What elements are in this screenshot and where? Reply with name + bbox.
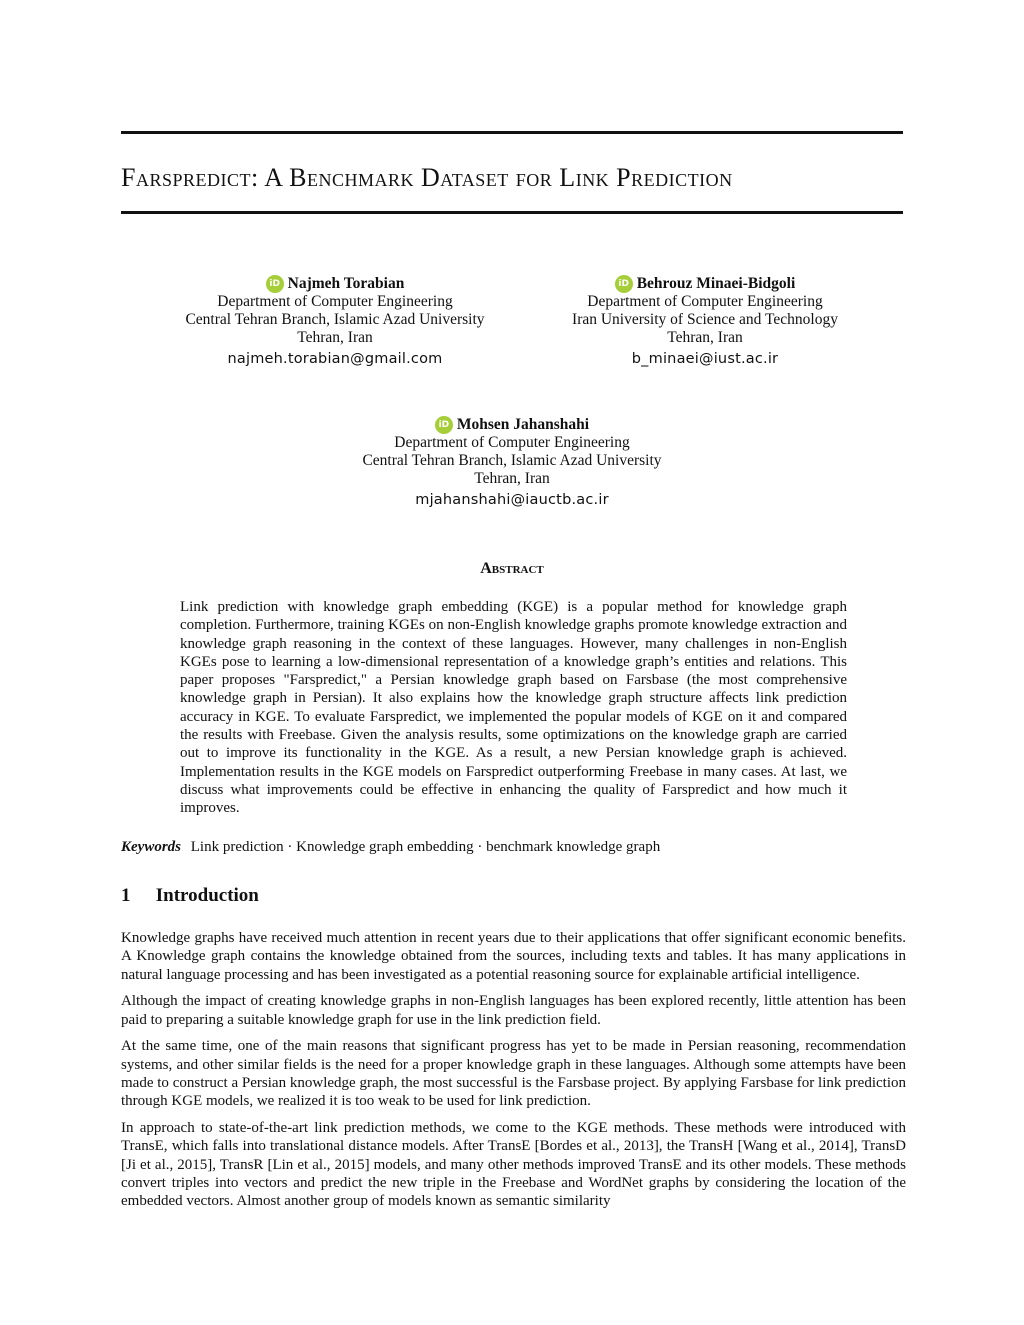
body-paragraph: At the same time, one of the main reasons that significant progress has yet to be made in Persian reasoning, recommendation systems, and other similar fields is the need for a proper knowledge graph in these languages. Although some attempts have been made to construct a Persian knowledge graph, the most successful is the Farsbase project. By applying Farsbase for link prediction through KGE models, we realized it is too weak to be used for link prediction. [121,1038,906,1110]
author-department: Department of Computer Engineering [394,434,630,451]
section-heading [121,884,259,908]
orcid-icon[interactable]: iD [615,275,633,293]
title-top-rule [121,131,903,134]
abstract-heading: Abstract [480,560,544,577]
author-location: Tehran, Iran [667,329,743,346]
keywords-line [121,838,903,856]
author-institution: Iran University of Science and Technology [572,311,838,328]
author-institution: Central Tehran Branch, Islamic Azad University [362,452,662,469]
author-name: Najmeh Torabian [287,275,405,292]
abstract-text: Link prediction with knowledge graph embedding (KGE) is a popular method for knowledge graph completion. Furthermore, training KGEs on non-English knowledge graphs promote knowledge extraction and knowledge graph reasoning in the context of these languages. However, many challenges in non-English KGEs pose to learning a low-dimensional representation of a knowledge graph’s entities and relations. This paper proposes "Farspredict," a Persian knowledge graph based on Farsbase (the most comprehensive knowledge graph in Persian). It also explains how the knowledge graph structure affects link prediction accuracy in KGE. To evaluate Farspredict, we implemented the popular models of KGE on it and compared the results with Freebase. Given the analysis results, some optimizations on the knowledge graph are carried out to improve its functionality in the KGE. As a result, a new Persian knowledge graph is achieved. Implementation results in the KGE models on Farspredict outperforming Freebase in many cases. At last, we discuss what improvements could be effective in enhancing the quality of Farspredict and how much it improves. [180,599,847,817]
orcid-icon[interactable]: iD [435,416,453,434]
author-location: Tehran, Iran [474,470,550,487]
keywords-text: Link prediction · Knowledge graph embedding · benchmark knowledge graph [190,839,661,855]
author-department: Department of Computer Engineering [587,293,823,310]
orcid-icon[interactable]: iD [266,275,284,293]
author-institution: Central Tehran Branch, Islamic Azad University [185,311,485,328]
keywords-label: Keywords [121,839,181,855]
author-name-line [266,275,405,293]
author-location: Tehran, Iran [297,329,373,346]
author-block [335,414,689,509]
author-name: Mohsen Jahanshahi [456,416,590,433]
author-email[interactable]: b_minaei@iust.ac.ir [631,351,779,367]
author-email[interactable]: najmeh.torabian@gmail.com [227,351,443,367]
author-department: Department of Computer Engineering [217,293,453,310]
paper-title: Farspredict: A Benchmark Dataset for Link Prediction [121,163,733,192]
section-title: Introduction [155,885,259,906]
body-paragraph: In approach to state-of-the-art link prediction methods, we come to the KGE methods. These methods were introduced with TransE, which falls into translational distance models. After TransE [Bordes et al., 2013], the TransH [Wang et al., 2014], TransD [Ji et al., 2015], TransR [Lin et al., 2015] models, and many other methods improved TransE and its other models. These methods convert triples into vectors and predict the new triple in the Freebase and WordNet graphs by considering the location of the embedded vectors. Almost another group of models known as semantic similarity [121,1120,906,1210]
author-name-line [435,416,589,434]
author-name: Behrouz Minaei-Bidgoli [636,275,796,292]
section-number: 1 [121,885,131,906]
author-block [530,273,880,368]
author-block [160,273,510,368]
author-email[interactable]: mjahanshahi@iauctb.ac.ir [415,492,609,508]
title-bottom-rule [121,211,903,214]
section-body [121,929,906,1219]
author-name-line [615,275,796,293]
body-paragraph: Although the impact of creating knowledge graphs in non-English languages has been explored recently, little attention has been paid to preparing a suitable knowledge graph for use in the link prediction field. [121,993,906,1028]
body-paragraph: Knowledge graphs have received much attention in recent years due to their applications that offer significant economic benefits. A Knowledge graph contains the knowledge obtained from the sources, including texts and tables. It has many applications in natural language processing and has been investigated as a potential reasoning source for explainable artificial intelligence. [121,930,906,983]
